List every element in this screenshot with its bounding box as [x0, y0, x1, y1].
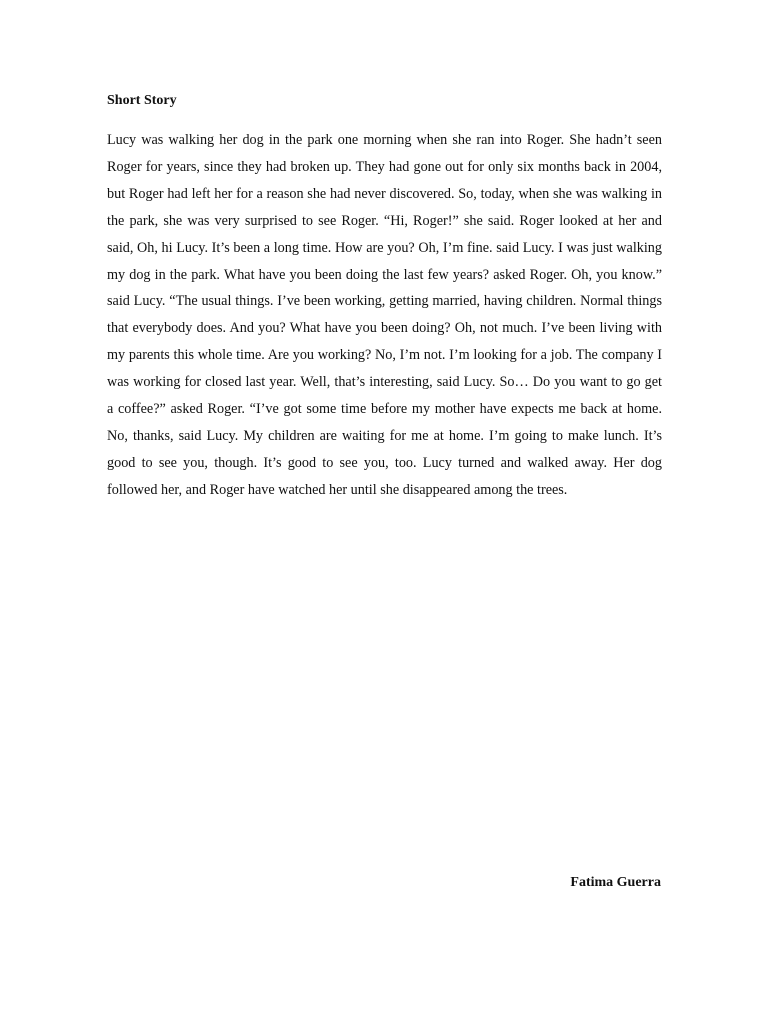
document-title: Short Story: [107, 93, 177, 108]
author-name: Fatima Guerra: [570, 875, 661, 890]
story-body: Lucy was walking her dog in the park one morning when she ran into Roger. She hadn’t seen Roger for years, since they had broken up. They had gone out for only six months back in 2004, but Roger had left her for a reason she had never discovered. So, today, when she was walking in the park, she was very surprised to see Roger. “Hi, Roger!” she said. Roger looked at her and said, Oh, hi Lucy. It’s been a long time. How are you? Oh, I’m fine. said Lucy. I was just walking my dog in the park. What have you been doing the last few years? asked Roger. Oh, you know.” said Lucy. “The usual things. I’ve been working, getting married, having children. Normal things that everybody does. And you? What have you been doing? Oh, not much. I’ve been living with my parents this whole time. Are you working? No, I’m not. I’m looking for a job. The company I was working for closed last year. Well, that’s interesting, said Lucy. So… Do you want to go get a coffee?” asked Roger. “I’ve got some time before my mother have expects me back at home. No, thanks, said Lucy. My children are waiting for me at home. I’m going to make lunch. It’s good to see you, though. It’s good to see you, too. Lucy turned and walked away. Her dog followed her, and Roger have watched her until she disappeared among the trees.: [107, 132, 662, 498]
